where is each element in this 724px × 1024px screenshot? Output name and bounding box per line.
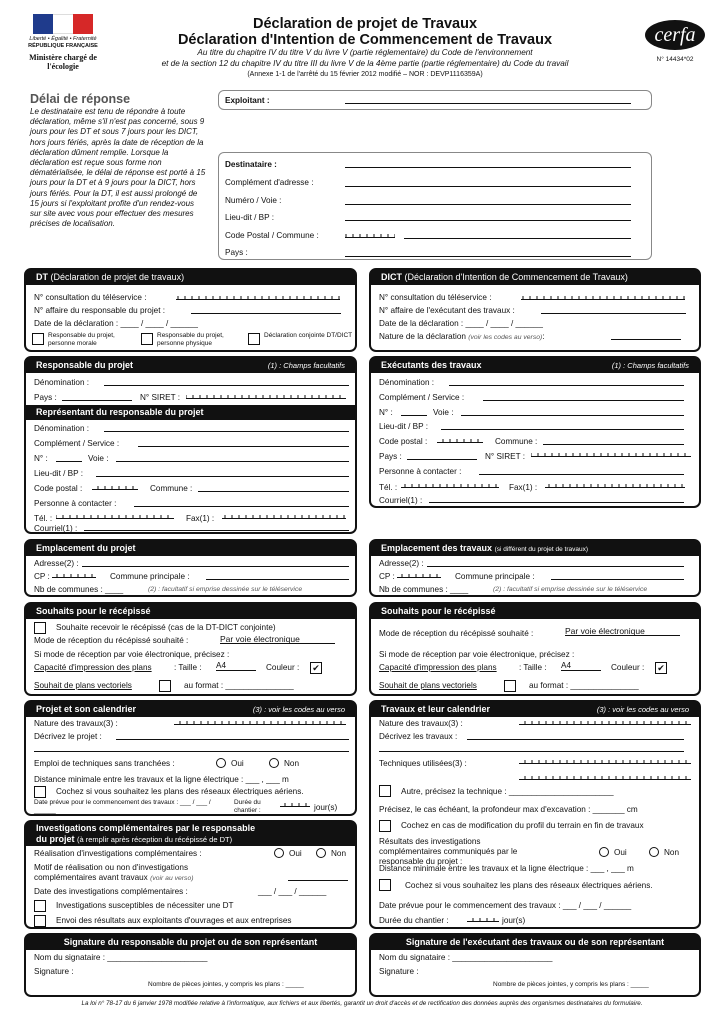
numero-field[interactable] <box>345 195 631 205</box>
footer-legal: La loi n° 78-17 du 6 janvier 1978 modifiée relative à l'informatique, aux fichiers et aux libertés, garantit un droit d'accès et de rectification des données auprès des organismes destinataires du formulaire. <box>81 1000 643 1007</box>
invest-oui-label: Oui <box>289 849 302 858</box>
resp-denom-label: Dénomination : <box>34 378 90 387</box>
exec-courriel-field[interactable] <box>429 495 684 503</box>
dict-panel <box>369 268 701 352</box>
subtitle-1: Au titre du chapitre IV du titre V du livre V (partie réglementaire) du Code de l'environnement <box>197 48 533 57</box>
commune-field[interactable] <box>404 229 631 239</box>
dt-opt3-label: Déclaration conjointe DT/DICT <box>264 332 353 339</box>
empl-header: Emplacement du projet <box>26 541 355 556</box>
sig-r-pieces[interactable]: Nombre de pièces jointes, y compris les plans : _____ <box>493 981 649 988</box>
travaux-nature-label: Nature des travaux(3) : <box>379 719 463 728</box>
travaux-distance[interactable]: Distance minimale entre les travaux et la ligne électrique : ___ , ___ m <box>379 864 634 873</box>
projet-cochez-label: Cochez si vous souhaitez les plans des réseaux électriques aériens. <box>56 787 304 796</box>
exec-pays-field[interactable] <box>407 451 477 460</box>
sig-l-pieces[interactable]: Nombre de pièces jointes, y compris les plans : _____ <box>148 981 304 988</box>
travaux-autre[interactable]: Autre, précisez la technique : _______________________ <box>401 787 614 796</box>
invest-envoi-checkbox[interactable] <box>34 915 46 927</box>
cerfa-logo: cerfa <box>645 20 705 50</box>
empl-note: (2) : facultatif si emprise dessinée sur le téléservice <box>148 586 303 593</box>
dt-opt1-checkbox[interactable] <box>32 333 44 345</box>
rep-num-field[interactable] <box>56 453 82 462</box>
travaux-duree-field[interactable] <box>467 914 499 922</box>
projet-panel <box>24 700 357 816</box>
empl-tr-adresse-label: Adresse(2) : <box>379 559 424 568</box>
invest-susc-label: Investigations susceptibles de nécessiter une DT <box>56 901 234 910</box>
recep-r-taille-label: : Taille : <box>519 663 547 672</box>
rep-contact-label: Personne à contacter : <box>34 499 117 508</box>
travaux-precisez[interactable]: Précisez, le cas échéant, la profondeur max d'excavation : _______ cm <box>379 805 638 814</box>
invest-date-label: Date des investigations complémentaires : <box>34 887 188 896</box>
title-block <box>120 16 610 80</box>
dict-consultation-field[interactable] <box>521 292 685 300</box>
destinataire-field[interactable] <box>345 158 631 168</box>
subtitle-2: et de la section 12 du chapitre IV du titre III du livre V de la 4ème partie (partie réglementaire) du Code du travail <box>161 58 569 68</box>
exploitant-label: Exploitant : <box>225 96 270 105</box>
invest-non-radio[interactable] <box>316 848 326 858</box>
exec-fax-label: Fax(1) : <box>509 483 538 492</box>
rep-tel-label: Tél. : <box>34 514 53 523</box>
exec-tel-label: Tél. : <box>379 483 398 492</box>
exec-contact-label: Personne à contacter : <box>379 467 462 476</box>
invest-motif-field[interactable] <box>288 872 348 881</box>
dict-nature-label: Nature de la déclaration (voir les codes au verso): <box>379 332 545 341</box>
empl-cp-label: CP : <box>34 572 50 581</box>
travaux-techniques-field[interactable] <box>519 756 691 764</box>
projet-emploi-non-label: Non <box>284 759 300 768</box>
travaux-decrivez-label: Décrivez les travaux : <box>379 732 458 741</box>
sig-r-panel <box>369 933 701 997</box>
travaux-resultats-label: Résultats des investigations complémentaires communiqués par le responsable du projet : <box>379 837 518 866</box>
empl-tr-commune-field[interactable] <box>551 571 684 580</box>
exec-voie-label: Voie : <box>433 408 454 417</box>
lieudit-label: Lieu-dit / BP : <box>225 213 275 222</box>
dict-affaire-field[interactable] <box>541 305 686 314</box>
travaux-resultats-oui-radio[interactable] <box>599 847 609 857</box>
empl-tr-cp-label: CP : <box>379 572 395 581</box>
resp-siret-label: N° SIRET : <box>140 393 180 402</box>
recep-l-taille-label: : Taille : <box>174 663 202 672</box>
government-logo <box>28 14 98 72</box>
invest-header: Investigations complémentaires par le responsable du projet (à remplir après réception du récépissé de DT) <box>26 822 355 846</box>
resp-pays-label: Pays : <box>34 393 57 402</box>
empl-adresse-label: Adresse(2) : <box>34 559 79 568</box>
exploitant-field[interactable] <box>345 94 631 104</box>
pays-field[interactable] <box>345 247 631 257</box>
invest-panel <box>24 820 357 929</box>
exec-contact-field[interactable] <box>479 466 684 475</box>
exec-tel-field[interactable] <box>401 480 499 488</box>
travaux-autre-checkbox[interactable] <box>379 785 391 797</box>
projet-emploi-oui-label: Oui <box>231 759 244 768</box>
dt-date[interactable]: Date de la déclaration : ____ / ____ / ______ <box>34 319 198 328</box>
dict-date[interactable]: Date de la déclaration : ____ / ____ / ______ <box>379 319 543 328</box>
travaux-cochez-profil-checkbox[interactable] <box>379 820 391 832</box>
sig-l-nom[interactable]: Nom du signataire : ______________________ <box>34 953 208 962</box>
dict-nature-field[interactable] <box>611 331 681 340</box>
page-title: Déclaration de projet de Travaux <box>252 16 478 32</box>
empl-tr-header: Emplacement des travaux (si différent du projet de travaux) <box>371 541 699 556</box>
recep-r-panel <box>369 602 701 696</box>
travaux-jours-label: jour(s) <box>502 916 526 925</box>
invest-realisation-label: Réalisation d'investigations complémentaires : <box>34 849 202 858</box>
empl-tr-nb[interactable]: Nb de communes : ____ <box>379 585 469 594</box>
invest-motif2: complémentaires avant travaux (voir au verso) <box>34 873 194 882</box>
empl-adresse-field[interactable] <box>82 558 349 567</box>
rep-header: Représentant du responsable du projet <box>26 405 355 420</box>
recep-l-taille-field[interactable]: A4 <box>216 661 256 671</box>
dict-affaire-label: N° affaire de l'exécutant des travaux : <box>379 306 515 315</box>
projet-emploi-label: Emploi de techniques sans tranchées : <box>34 759 175 768</box>
recep-l-format[interactable]: au format : _______________ <box>184 681 294 690</box>
rep-fax-label: Fax(1) : <box>186 514 215 523</box>
exec-cp-label: Code postal : <box>379 437 428 446</box>
invest-susc-checkbox[interactable] <box>34 900 46 912</box>
rep-commune-field[interactable] <box>198 483 349 492</box>
cerfa-number: N° 14434*02 <box>656 56 694 63</box>
gov-republic: RÉPUBLIQUE FRANÇAISE <box>28 42 98 49</box>
complement-field[interactable] <box>345 177 631 187</box>
rep-commune-label: Commune : <box>150 484 193 493</box>
travaux-cochez-profil-label: Cochez en cas de modification du profil du terrain en fin de travaux <box>401 821 644 830</box>
gov-tagline: Liberté • Égalité • Fraternité <box>29 36 97 42</box>
exec-fax-field[interactable] <box>545 480 685 488</box>
recep-l-si-label: Si mode de réception par voie électronique, précisez : <box>34 650 230 659</box>
sig-r-signature[interactable]: Signature : <box>379 967 419 976</box>
travaux-date-prev[interactable]: Date prévue pour le commencement des travaux : ___ / ___ / ______ <box>379 901 632 910</box>
rep-complement-field[interactable] <box>138 438 349 447</box>
empl-cp-field[interactable] <box>52 570 96 578</box>
exec-siret-label: N° SIRET : <box>485 452 525 461</box>
dt-opt2-checkbox[interactable] <box>141 333 153 345</box>
rep-lieudit-label: Lieu-dit / BP : <box>34 469 84 478</box>
invest-date-field[interactable]: ___ / ___ / ______ <box>258 887 327 896</box>
recep-r-vect-label: Souhait de plans vectoriels <box>379 681 477 690</box>
rep-denom-label: Dénomination : <box>34 424 90 433</box>
resp-panel <box>24 356 357 534</box>
invest-motif1: Motif de réalisation ou non d'investigations <box>34 863 189 872</box>
rep-denom-field[interactable] <box>104 423 349 432</box>
projet-duree-field[interactable] <box>280 799 310 807</box>
recep-r-format[interactable]: au format : _______________ <box>529 681 639 690</box>
numero-label: Numéro / Voie : <box>225 196 282 205</box>
projet-decrivez-field-2[interactable] <box>34 743 349 752</box>
recep-r-mode-select[interactable]: Par voie électronique <box>565 626 680 636</box>
annexe: (Annexe 1-1 de l'arrêté du 15 février 2012 modifié – NOR : DEVP1116359A) <box>247 71 483 78</box>
sig-l-header: Signature du responsable du projet ou de son représentant <box>26 935 355 950</box>
projet-emploi-non-radio[interactable] <box>269 758 279 768</box>
ministere: Ministère chargé de l'écologie <box>29 53 97 72</box>
travaux-resultats-non-radio[interactable] <box>649 847 659 857</box>
exec-denom-label: Dénomination : <box>379 378 435 387</box>
rep-courriel-label: Courriel(1) : <box>34 524 78 533</box>
invest-non-label: Non <box>331 849 347 858</box>
dict-consultation-label: N° consultation du téléservice : <box>379 293 492 302</box>
marianne-flag-icon <box>33 14 93 34</box>
travaux-panel <box>369 700 701 929</box>
dt-opt1-label: Responsable du projet, personne morale <box>48 332 115 347</box>
sig-r-header: Signature de l'exécutant des travaux ou de son représentant <box>371 935 699 950</box>
empl-nb[interactable]: Nb de communes : ____ <box>34 585 124 594</box>
exec-lieudit-field[interactable] <box>441 421 684 430</box>
cp-label: Code Postal / Commune : <box>225 231 319 240</box>
recep-r-taille-field[interactable]: A4 <box>561 661 601 671</box>
empl-tr-adresse-field[interactable] <box>427 558 684 567</box>
sig-l-panel <box>24 933 357 997</box>
projet-nature-label: Nature des travaux(3) : <box>34 719 118 728</box>
dt-opt2-label: Responsable du projet, personne physique <box>157 332 224 347</box>
destinataire-box <box>218 152 652 260</box>
recep-r-couleur-checkbox[interactable]: ✔ <box>655 662 667 674</box>
dt-affaire-label: N° affaire du responsable du projet : <box>34 306 166 315</box>
page-title-2: Déclaration d'Intention de Commencement de Travaux <box>177 32 553 48</box>
projet-nature-field[interactable] <box>174 717 346 725</box>
exec-lieudit-label: Lieu-dit / BP : <box>379 422 429 431</box>
rep-lieudit-field[interactable] <box>96 468 349 477</box>
travaux-resultats-oui-label: Oui <box>614 848 627 857</box>
rep-courriel-field[interactable] <box>84 523 349 531</box>
travaux-duree-label: Durée du chantier : <box>379 916 449 925</box>
dt-affaire-field[interactable] <box>191 305 341 314</box>
rep-voie-label: Voie : <box>88 454 109 463</box>
empl-tr-panel <box>369 539 701 597</box>
projet-date-prev[interactable]: Date prévue pour le commencement des travaux : ___ / ___ / ______ <box>34 799 211 814</box>
rep-complement-label: Complément / Service : <box>34 439 120 448</box>
rep-voie-field[interactable] <box>116 453 349 462</box>
recep-r-vect-checkbox[interactable] <box>504 680 516 692</box>
recep-l-recevoir-checkbox[interactable] <box>34 622 46 634</box>
exec-complement-field[interactable] <box>483 392 684 401</box>
travaux-techniques-label: Techniques utilisées(3) : <box>379 759 467 768</box>
projet-decrivez-label: Décrivez le projet : <box>34 732 102 741</box>
exec-denom-field[interactable] <box>449 377 684 386</box>
travaux-header: Travaux et leur calendrier (3) : voir les codes au verso <box>371 702 699 717</box>
exec-header: Exécutants des travaux (1) : Champs facultatifs <box>371 358 699 373</box>
sig-l-signature[interactable]: Signature : <box>34 967 74 976</box>
recep-l-vect-checkbox[interactable] <box>159 680 171 692</box>
invest-oui-radio[interactable] <box>274 848 284 858</box>
empl-commune-field[interactable] <box>206 571 349 580</box>
projet-decrivez-field[interactable] <box>116 731 349 740</box>
projet-jours-label: jour(s) <box>314 803 338 812</box>
empl-commune-label: Commune principale : <box>110 572 190 581</box>
travaux-decrivez-field[interactable] <box>467 731 684 740</box>
exec-complement-label: Complément / Service : <box>379 393 465 402</box>
recep-l-header: Souhaits pour le récépissé <box>26 604 355 619</box>
exec-cp-field[interactable] <box>437 435 483 443</box>
resp-header: Responsable du projet (1) : Champs facultatifs <box>26 358 355 373</box>
empl-tr-cp-field[interactable] <box>397 570 441 578</box>
recep-l-couleur-checkbox[interactable]: ✔ <box>310 662 322 674</box>
recep-r-header: Souhaits pour le récépissé <box>371 604 699 619</box>
destinataire-label: Destinataire : <box>225 160 277 169</box>
projet-duree-label: Durée du chantier : <box>234 799 261 814</box>
lieudit-field[interactable] <box>345 211 631 221</box>
sig-r-nom[interactable]: Nom du signataire : ______________________ <box>379 953 553 962</box>
pays-label: Pays : <box>225 248 248 257</box>
recep-l-recevoir-label: Souhaite recevoir le récépissé (cas de la DT-DICT conjointe) <box>56 623 276 632</box>
delai-title: Délai de réponse <box>30 92 131 106</box>
projet-header: Projet et son calendrier (3) : voir les codes au verso <box>26 702 355 717</box>
exec-voie-field[interactable] <box>461 407 684 416</box>
projet-cochez-checkbox[interactable] <box>34 786 46 798</box>
recep-l-capacite-label: Capacité d'impression des plans <box>34 663 152 672</box>
exec-commune-field[interactable] <box>543 436 684 445</box>
rep-cp-label: Code postal : <box>34 484 83 493</box>
exec-panel <box>369 356 701 508</box>
dt-consultation-field[interactable] <box>176 292 340 300</box>
dt-consultation-label: N° consultation du téléservice : <box>34 293 147 302</box>
travaux-cochez-checkbox[interactable] <box>379 879 391 891</box>
recep-r-capacite-label: Capacité d'impression des plans <box>379 663 497 672</box>
recep-l-vect-label: Souhait de plans vectoriels <box>34 681 132 690</box>
recep-l-mode-select[interactable]: Par voie électronique <box>220 634 335 644</box>
dt-opt3-checkbox[interactable] <box>248 333 260 345</box>
recep-r-mode-label: Mode de réception du récépissé souhaité : <box>379 629 534 638</box>
exec-pays-label: Pays : <box>379 452 402 461</box>
rep-cp-field[interactable] <box>92 482 138 490</box>
travaux-cochez-label: Cochez si vous souhaitez les plans des réseaux électriques aériens. <box>405 881 653 890</box>
rep-num-label: N° : <box>34 454 48 463</box>
invest-envoi-label: Envoi des résultats aux exploitants d'ouvrages et aux entreprises <box>56 916 292 925</box>
exploitant-box <box>218 90 652 110</box>
exec-commune-label: Commune : <box>495 437 538 446</box>
recep-l-mode-label: Mode de réception du récépissé souhaité : <box>34 636 189 645</box>
travaux-resultats-non-label: Non <box>664 848 680 857</box>
exec-courriel-label: Courriel(1) : <box>379 496 423 505</box>
travaux-decrivez-field-2[interactable] <box>379 743 684 752</box>
delai-text: Le destinataire est tenu de répondre à toute déclaration, même s'il n'est pas concerné, sous 9 jours pour les DT et sous 7 jours pour les DICT, hors jours fériés, après la date de réception de la déclaration dûment remplie. Lorsque la déclaration est reçue sous forme non dématérialisée, le délai de réponse est porté à 15 jours pour la DT et à 9 jours pour la DICT, hors jours fériés. Pour la DT, il est aussi prolongé de 15 jours si l'exploitant profite d'un rendez-vous sur site avec vous pour effectuer des mesures précises de localisation. <box>30 107 206 229</box>
cp-comb-field[interactable] <box>345 230 395 238</box>
complement-label: Complément d'adresse : <box>225 178 314 187</box>
exec-num-label: N° : <box>379 408 393 417</box>
resp-siret-field[interactable] <box>186 391 346 399</box>
projet-emploi-oui-radio[interactable] <box>216 758 226 768</box>
travaux-techniques-field-2[interactable] <box>519 772 691 780</box>
rep-tel-field[interactable] <box>56 511 174 519</box>
exec-num-field[interactable] <box>401 407 427 416</box>
recep-l-panel <box>24 602 357 696</box>
recep-r-couleur-label: Couleur : <box>611 663 645 672</box>
resp-denom-field[interactable] <box>104 377 349 386</box>
empl-tr-commune-label: Commune principale : <box>455 572 535 581</box>
recep-l-couleur-label: Couleur : <box>266 663 300 672</box>
dt-panel <box>24 268 357 352</box>
empl-panel <box>24 539 357 597</box>
exec-siret-field[interactable] <box>531 449 691 457</box>
projet-distance[interactable]: Distance minimale entre les travaux et la ligne électrique : ___ , ___ m <box>34 775 289 784</box>
travaux-nature-field[interactable] <box>519 717 691 725</box>
resp-pays-field[interactable] <box>62 392 132 401</box>
rep-contact-field[interactable] <box>134 498 349 507</box>
recep-r-si-label: Si mode de réception par voie électronique, précisez : <box>379 650 575 659</box>
rep-fax-field[interactable] <box>222 511 346 519</box>
empl-tr-note: (2) : facultatif si emprise dessinée sur le téléservice <box>493 586 648 593</box>
dt-header: DT (Déclaration de projet de travaux) <box>26 270 355 285</box>
dict-header: DICT (Déclaration d'Intention de Commencement de Travaux) <box>371 270 699 285</box>
